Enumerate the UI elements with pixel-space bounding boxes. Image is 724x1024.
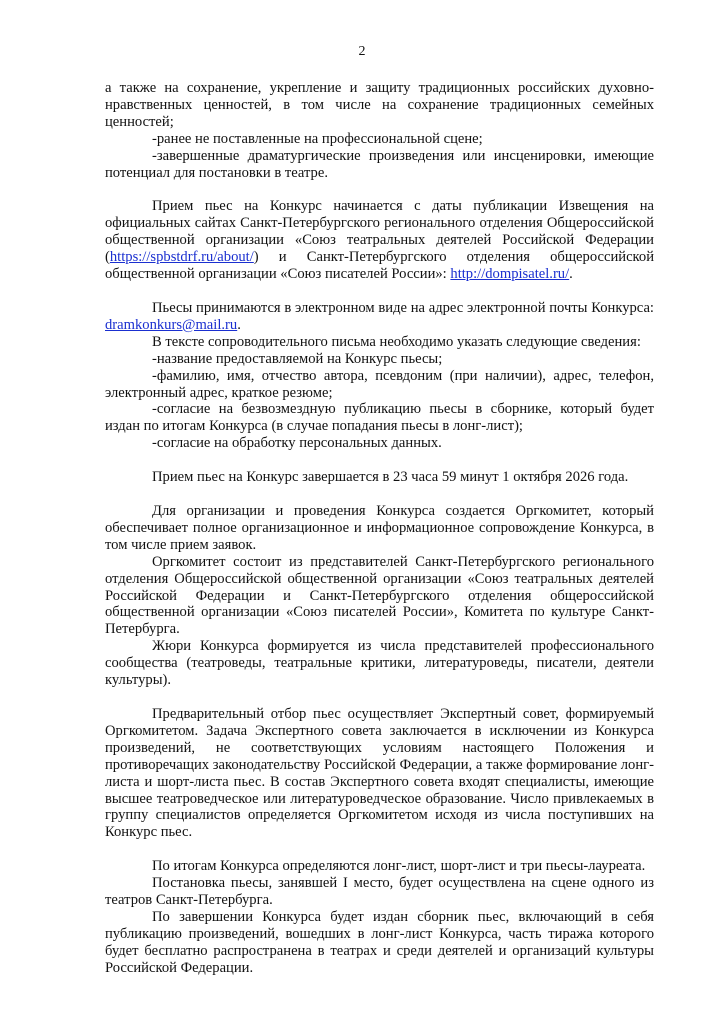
list-item: -фамилию, имя, отчество автора, псевдоним (при наличии), адрес, телефон, электронный адрес, краткое резюме; — [105, 367, 654, 401]
text: Прием пьес на Конкурс начинается с даты публикации Извещения на официальных сайтах Санкт-Петербургского регионального отделения Общероссийской общественной организации «Союз театральных деятелей Российской Федерации ( — [105, 198, 654, 266]
paragraph-deadline: Прием пьес на Конкурс завершается в 23 часа 59 минут 1 октября 2026 года. — [152, 469, 629, 486]
text: Пьесы принимаются в электронном виде на адрес электронной почты Конкурса: — [152, 299, 654, 316]
link-email[interactable]: dramkonkurs@mail.ru — [105, 316, 238, 333]
link-spbstdrf[interactable]: https://spbstdrf.ru/about/ — [109, 249, 254, 266]
list-item: -согласие на обработку персональных данных. — [152, 435, 442, 452]
text: ) и Санкт-Петербургского отделения общероссийской общественной организации «Союз писателей России»: — [105, 249, 654, 283]
paragraph: В тексте сопроводительного письма необходимо указать следующие сведения: — [152, 333, 641, 350]
list-item: -завершенные драматургические произведения или инсценировки, имеющие потенциал для постановки в театре. — [105, 147, 654, 181]
paragraph-submission-start — [105, 198, 654, 283]
paragraph-email — [105, 300, 654, 334]
list-item: -ранее не поставленные на профессиональной сцене; — [152, 130, 483, 147]
page-number: 2 — [358, 44, 366, 59]
paragraph: Для организации и проведения Конкурса создается Оргкомитет, который обеспечивает полное организационное и информационное сопровождение Конкурса, в том числе прием заявок. — [105, 503, 654, 553]
paragraph: Постановка пьесы, занявшей I место, будет осуществлена на сцене одного из театров Санкт-Петербурга. — [105, 875, 654, 909]
paragraph: а также на сохранение, укрепление и защиту традиционных российских духовно-нравственных ценностей, в том числе на сохранение традиционных семейных ценностей; — [105, 80, 654, 130]
paragraph: Жюри Конкурса формируется из числа представителей профессионального сообщества (театроведы, театральные критики, литературоведы, писатели, деятели культуры). — [105, 638, 654, 689]
link-dompisatel[interactable]: http://dompisatel.ru/ — [450, 266, 570, 283]
list-item: -название предоставляемой на Конкурс пьесы; — [152, 350, 443, 367]
paragraph: Оргкомитет состоит из представителей Санкт-Петербургского регионального отделения Общероссийской общественной организации «Союз театральных деятелей Российской Федерации и Санкт-Петербургского отделения общероссийской общественной организации «Союз писателей России», Комитета по культуре Санкт-Петербурга. — [105, 553, 654, 638]
paragraph: По завершении Конкурса будет издан сборник пьес, включающий в себя публикацию произведений, вошедших в лонг-лист Конкурса, часть тиража которого будет бесплатно распространена в театрах и среди деятелей и организаций культуры Российской Федерации. — [105, 908, 654, 976]
document-body — [105, 80, 654, 977]
text: . — [237, 316, 241, 333]
text: . — [569, 266, 573, 283]
paragraph: Предварительный отбор пьес осуществляет Экспертный совет, формируемый Оргкомитетом. Задача Экспертного совета заключается в исключении из Конкурса произведений, не соответствующих условиям настоящего Положения и противоречащих законодательству Российской Федерации, а также формирование лонг-листа и шорт-листа пьес. В состав Экспертного совета входят специалисты, имеющие высшее театроведческое или литературоведческое образование. Число привлекаемых в группу специалистов определяется Оргкомитетом исходя из числа поступивших на Конкурс пьес. — [105, 706, 654, 841]
paragraph: По итогам Конкурса определяются лонг-лист, шорт-лист и три пьесы-лауреата. — [152, 858, 646, 875]
list-item: -согласие на безвозмездную публикацию пьесы в сборнике, который будет издан по итогам Конкурса (в случае попадания пьесы в лонг-лист); — [105, 401, 654, 435]
